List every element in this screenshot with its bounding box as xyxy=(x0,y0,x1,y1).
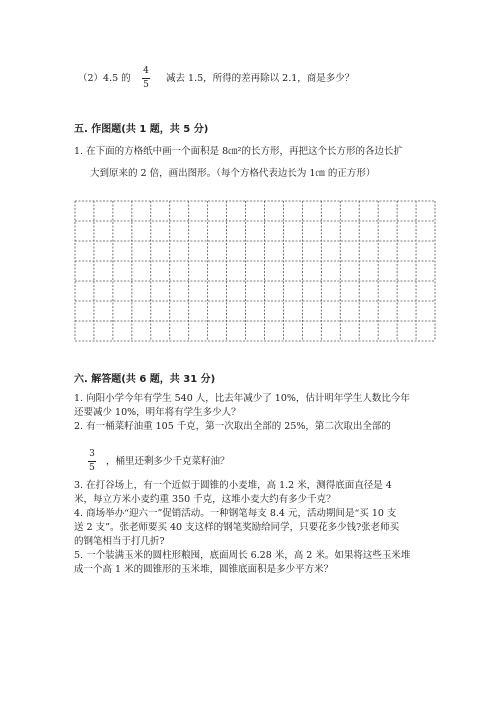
section6-q3-line2: 米，每立方米小麦约重 350 千克，这堆小麦大约有多少千克？ xyxy=(74,494,336,505)
section6-q2-line1: 2. 有一桶菜籽油重 105 千克，第一次取出全部的 25%，第二次取出全部的 xyxy=(74,421,391,432)
section6-q5-line1: 5. 一个装满玉米的圆柱形粮囤，底面周长 6.28 米，高 2 米。如果将这些玉米堆 xyxy=(74,550,411,561)
section5-q1-line2: 大到原来的 2 倍，画出图形。（每个方格代表边长为 1㎝ 的正方形） xyxy=(90,168,376,179)
section6-q4-line1: 4. 商场举办“迎六一”促销活动。一种钢笔每支 8.4 元，活动期间是“买 10 支 xyxy=(74,508,397,519)
square-grid-paper xyxy=(74,200,436,342)
question-part2-suffix: 减去 1.5，所得的差再除以 2.1，商是多少？ xyxy=(166,73,355,84)
section5-heading: 五. 作图题(共 1 题，共 5 分) xyxy=(74,124,209,135)
section5-q1-line1: 1. 在下面的方格纸中画一个面积是 8㎝²的长方形，再把这个长方形的各边长扩 xyxy=(74,146,403,157)
section6-q4-line3: 的钢笔相当于打几折? xyxy=(74,536,165,547)
section6-q1-line2: 还要减少 10%，明年将有学生多少人？ xyxy=(74,407,241,418)
fraction-four-fifths xyxy=(142,66,150,91)
fraction-denominator: 5 xyxy=(143,80,149,90)
fraction-numerator: 4 xyxy=(143,66,149,76)
fraction-bar xyxy=(88,461,96,462)
section6-q4-line2: 送 2 支”。张老师要买 40 支这样的钢笔奖励给同学，只要花多少钱?张老师买 xyxy=(74,522,400,533)
fraction-numerator: 3 xyxy=(89,449,95,459)
section6-heading: 六. 解答题(共 6 题，共 31 分) xyxy=(74,374,216,385)
fraction-bar xyxy=(142,78,150,79)
question-part2-prefix: （2）4.5 的 xyxy=(78,73,131,84)
section6-q1-line1: 1. 向阳小学今年有学生 540 人，比去年减少了 10%，估计明年学生人数比今年 xyxy=(74,393,410,404)
section6-q3-line1: 3. 在打谷场上，有一个近似于圆锥的小麦堆，高 1.2 米，测得底面直径是 4 xyxy=(74,480,392,491)
fraction-denominator: 5 xyxy=(89,463,95,473)
fraction-three-fifths xyxy=(88,449,96,474)
section6-q5-line2: 成一个高 1 米的圆锥形的玉米堆，圆锥底面积是多少平方米？ xyxy=(74,564,334,575)
section6-q2-line2: ，桶里还剩多少千克菜籽油？ xyxy=(106,456,230,467)
